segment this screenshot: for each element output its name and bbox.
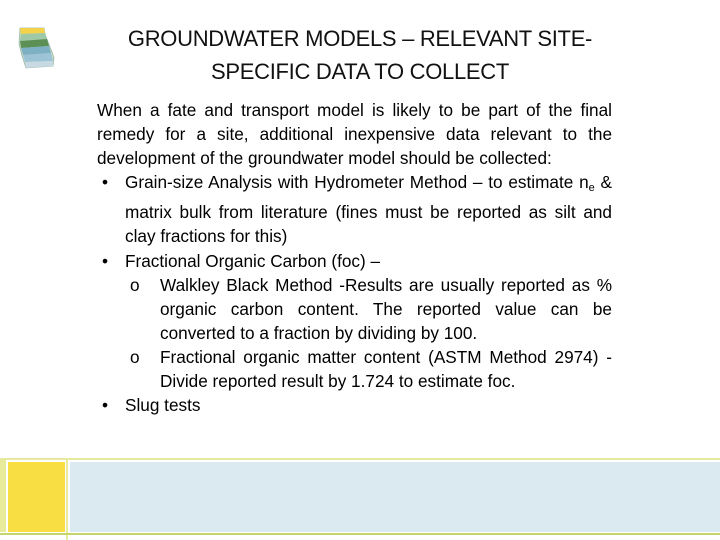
bullet-marker: • xyxy=(102,395,109,416)
sub-bullet-walkley xyxy=(97,273,612,345)
bullet-slug-tests-text: Slug tests xyxy=(125,395,201,416)
title-line-1: GROUNDWATER MODELS – RELEVANT SITE- xyxy=(127,26,593,51)
footer-panel xyxy=(70,462,720,532)
bullet-grain-size-text: Grain-size Analysis with Hydrometer Method – to estimate n xyxy=(125,172,589,193)
footer-edge-strip xyxy=(0,460,6,532)
bullet-foc-text: Fractional Organic Carbon (foc) – xyxy=(125,250,381,271)
slide-body xyxy=(97,98,612,417)
slide-title xyxy=(80,22,640,88)
title-line-2: SPECIFIC DATA TO COLLECT xyxy=(210,59,510,84)
sub-bullet-marker: o xyxy=(130,274,140,295)
footer-vertical-divider xyxy=(66,460,68,540)
sub-bullet-astm-text: Fractional organic matter content (ASTM Method 2974) - Divide reported result by 1.724 to estimate foc. xyxy=(160,346,612,392)
georgia-state-logo-icon xyxy=(14,26,56,70)
bullet-foc xyxy=(97,249,612,273)
footer-bottom-line xyxy=(0,533,720,535)
footer-accent-box xyxy=(8,462,65,532)
bullet-grain-size-text-cont: & matrix bulk from literature (fines must be reported as silt and clay fractions for this) xyxy=(125,172,612,247)
sub-bullet-astm xyxy=(97,345,612,393)
sub-bullet-walkley-text: Walkley Black Method -Results are usually reported as % organic carbon content. The reported value can be converted to a fraction by dividing by 100. xyxy=(160,274,612,343)
intro-paragraph: When a fate and transport model is likely to be part of the final remedy for a site, additional inexpensive data relevant to the development of the groundwater model should be collected: xyxy=(97,100,612,169)
bullet-marker: • xyxy=(102,172,109,193)
subscript-e: e xyxy=(588,182,595,195)
bullet-grain-size xyxy=(97,170,612,248)
sub-bullet-marker: o xyxy=(130,346,140,367)
footer-divider xyxy=(0,458,720,460)
bullet-slug-tests xyxy=(97,393,612,417)
bullet-marker: • xyxy=(102,250,109,271)
